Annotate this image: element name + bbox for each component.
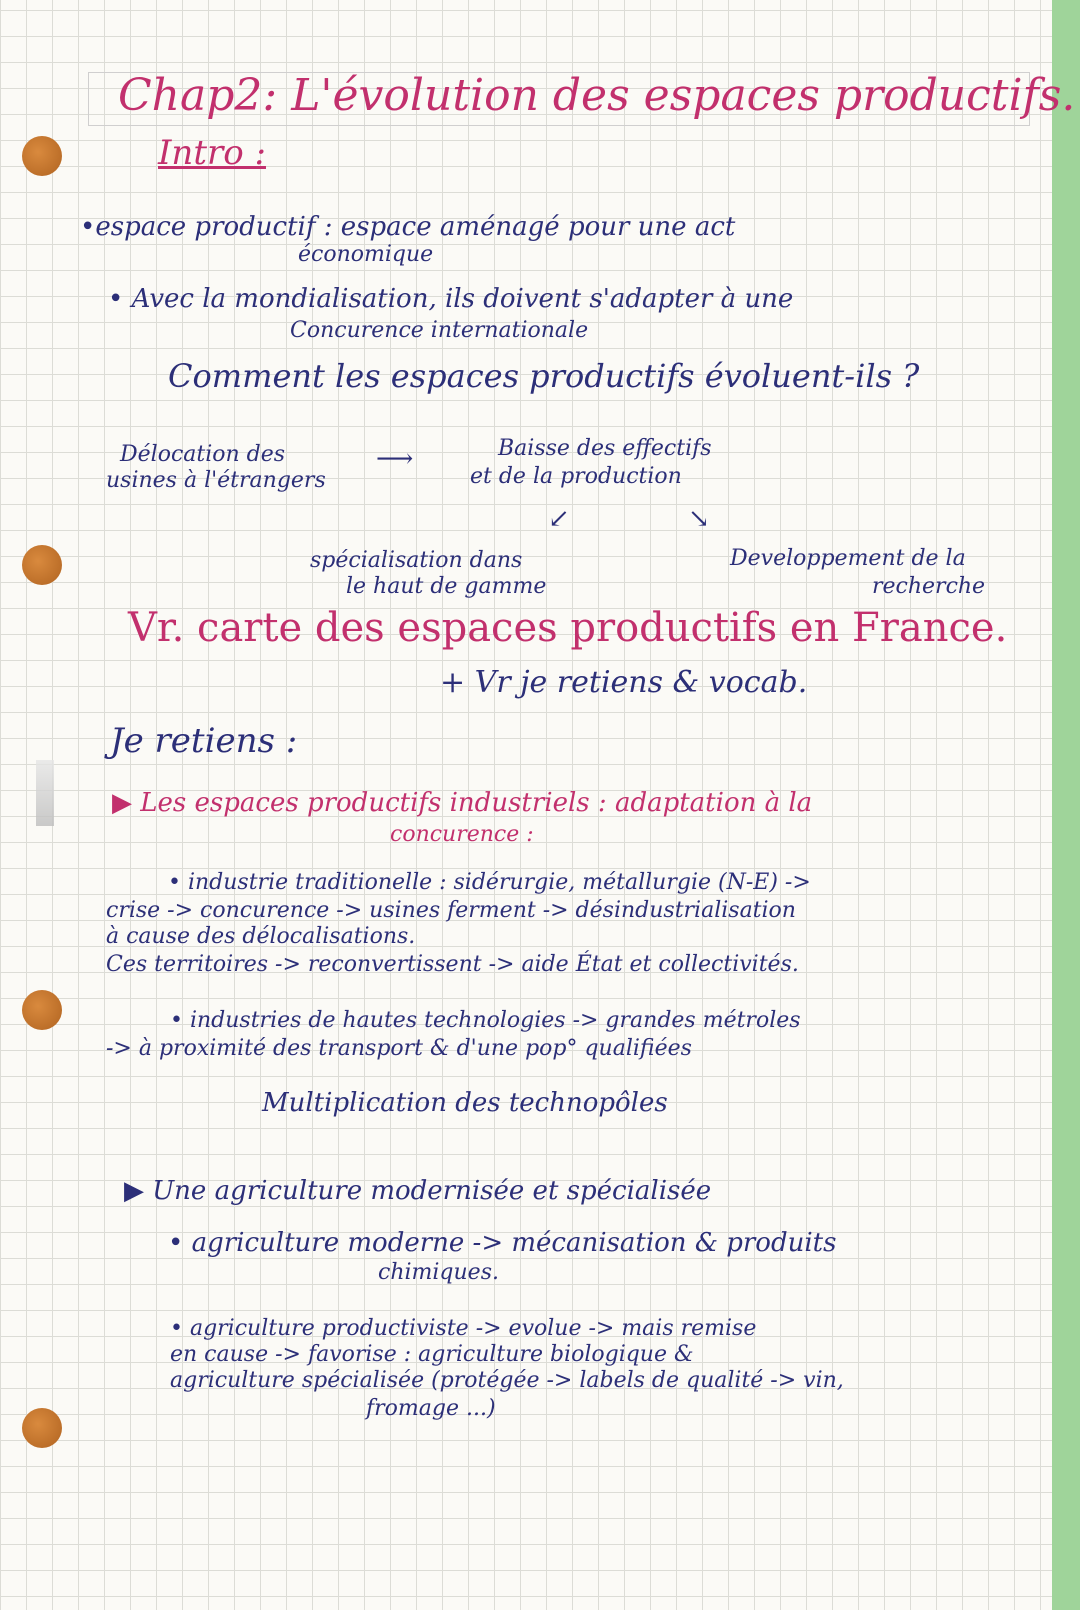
- agriculture-line-2d: fromage ...): [366, 1396, 496, 1421]
- binder-hole: [22, 545, 62, 585]
- page-title: Chap2: L'évolution des espaces productifs.: [118, 70, 1076, 121]
- agriculture-line-1: • agriculture moderne -> mécanisation & produits: [168, 1228, 837, 1258]
- industry-trad-line-2: crise -> concurence -> usines ferment -> désindustrialisation: [106, 898, 796, 923]
- intro-line-2-sub: Concurence internationale: [290, 318, 589, 343]
- intro-line-1: •espace productif : espace aménagé pour une act: [80, 212, 736, 242]
- section-industry-title-sub: concurence :: [390, 822, 534, 847]
- agriculture-line-2b: en cause -> favorise : agriculture biologique &: [170, 1342, 694, 1367]
- diagram-cause-1: Délocation des: [120, 442, 286, 467]
- diagram-result-right-2: recherche: [872, 574, 986, 599]
- diagram-result-left-2: le haut de gamme: [346, 574, 547, 599]
- vocab-reference: + Vr je retiens & vocab.: [440, 665, 808, 700]
- binder-hole: [22, 1408, 62, 1448]
- map-reference: Vr. carte des espaces productifs en France.: [128, 605, 1008, 651]
- intro-heading: Intro :: [158, 133, 266, 173]
- intro-question: Comment les espaces productifs évoluent-ils ?: [168, 357, 920, 395]
- page-tab-marker: [36, 760, 54, 826]
- binder-hole: [22, 136, 62, 176]
- industry-high-line-2: -> à proximité des transport & d'une pop° qualifiées: [106, 1036, 692, 1061]
- industry-high-line-3: Multiplication des technopôles: [262, 1088, 668, 1118]
- diagram-effect-1: Baisse des effectifs: [498, 436, 712, 461]
- intro-line-1-sub: économique: [298, 242, 434, 267]
- intro-line-2: • Avec la mondialisation, ils doivent s'adapter à une: [108, 284, 794, 314]
- binder-hole: [22, 990, 62, 1030]
- agriculture-line-1-sub: chimiques.: [378, 1260, 499, 1285]
- je-retiens-heading: Je retiens :: [110, 721, 298, 761]
- industry-high-line-1: • industries de hautes technologies -> grandes métroles: [170, 1008, 801, 1033]
- industry-trad-line-4: Ces territoires -> reconvertissent -> aide État et collectivités.: [106, 952, 799, 977]
- margin-strip: [1052, 0, 1080, 1610]
- arrow-down-left-icon: ↙: [548, 504, 570, 534]
- section-agriculture-title: ▶ Une agriculture modernisée et spécialisée: [124, 1176, 712, 1206]
- section-industry-title: ▶ Les espaces productifs industriels : adaptation à la: [112, 788, 813, 818]
- diagram-result-left-1: spécialisation dans: [310, 548, 523, 573]
- arrow-down-right-icon: ↘: [688, 504, 710, 534]
- industry-trad-line-1: • industrie traditionelle : sidérurgie, métallurgie (N-E) ->: [168, 870, 811, 895]
- diagram-result-right-1: Developpement de la: [730, 546, 966, 571]
- agriculture-line-2a: • agriculture productiviste -> evolue -> mais remise: [170, 1316, 757, 1341]
- agriculture-line-2c: agriculture spécialisée (protégée -> labels de qualité -> vin,: [170, 1368, 844, 1393]
- diagram-cause-2: usines à l'étrangers: [106, 468, 326, 493]
- diagram-effect-2: et de la production: [470, 464, 682, 489]
- arrow-right-icon: ⟶: [376, 444, 414, 474]
- industry-trad-line-3: à cause des délocalisations.: [106, 924, 416, 949]
